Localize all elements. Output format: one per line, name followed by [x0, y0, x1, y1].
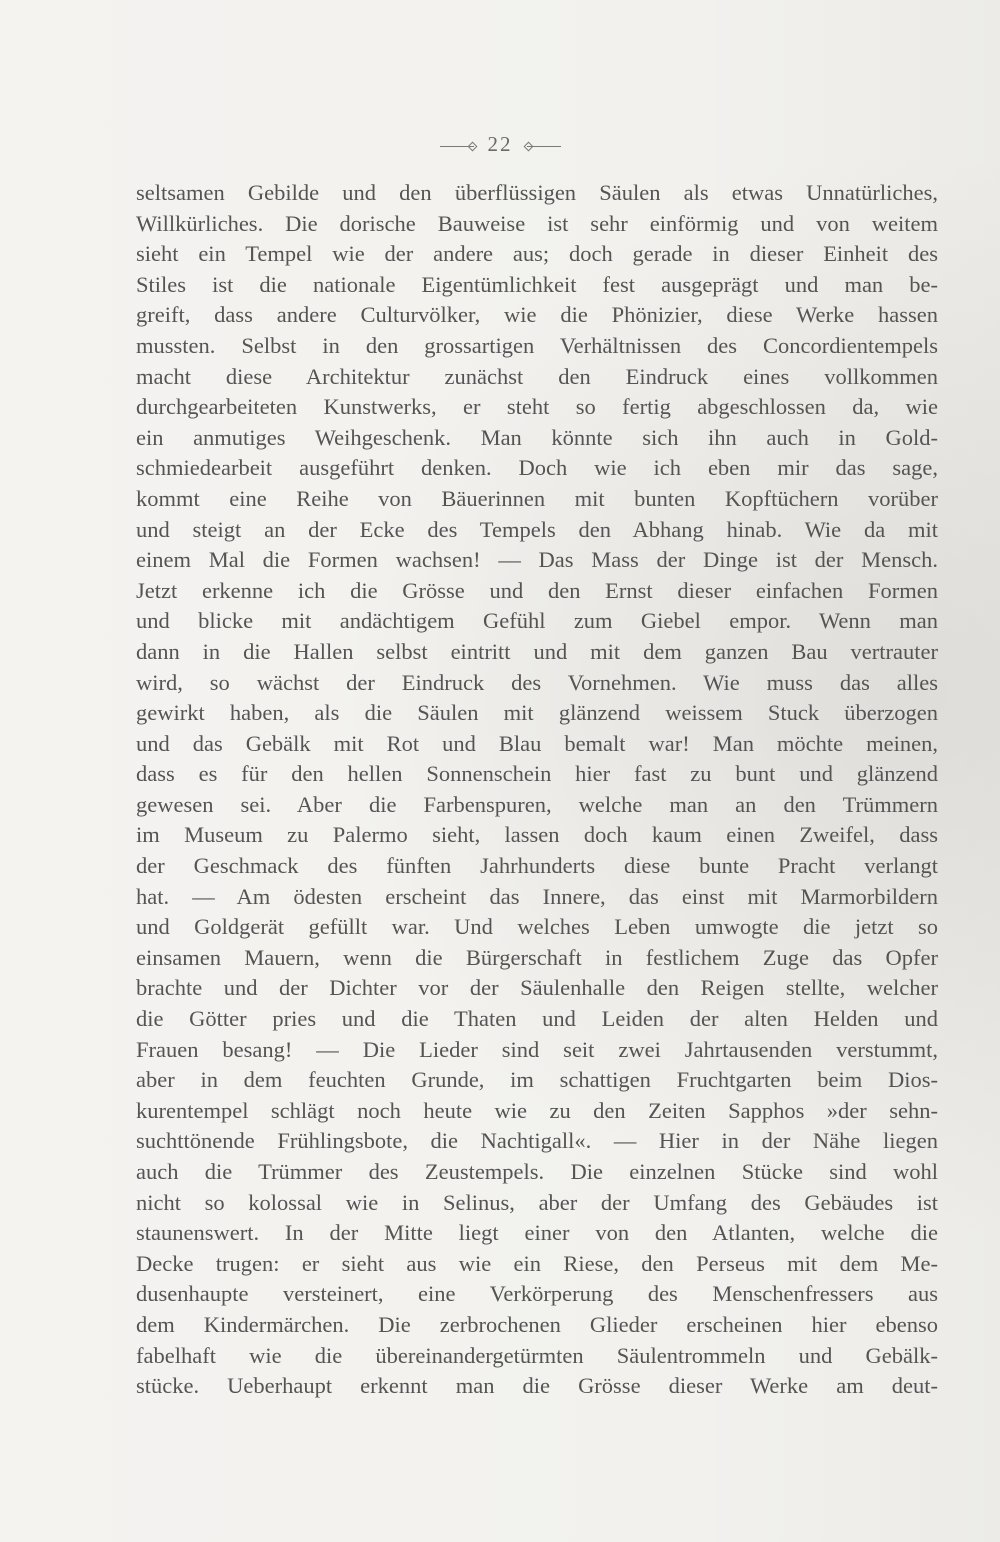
- text-line: und das Gebälk mit Rot und Blau bemalt war! Man möchte meinen,: [136, 730, 938, 756]
- text-line: dusenhaupte versteinert, eine Verkörperung des Menschenfressers aus: [136, 1281, 938, 1307]
- text-line: und steigt an der Ecke des Tempels den Abhang hinab. Wie da mit: [136, 516, 938, 542]
- page-number: 22: [487, 132, 513, 156]
- text-line: Frauen besang! — Die Lieder sind seit zwei Jahrtausenden verstummt,: [136, 1036, 938, 1062]
- text-line: die Götter pries und die Thaten und Leiden der alten Helden und: [136, 1006, 938, 1032]
- page-number-header: [0, 132, 1000, 157]
- text-line: greift, dass andere Culturvölker, wie die Phönizier, diese Werke hassen: [136, 302, 938, 328]
- text-line: auch die Trümmer des Zeustempels. Die einzelnen Stücke sind wohl: [136, 1159, 938, 1184]
- text-line: stücke. Ueberhaupt erkennt man die Grösse dieser Werke am deut-: [136, 1373, 938, 1399]
- text-line: durchgearbeiteten Kunstwerks, er steht so fertig abgeschlossen da, wie: [136, 394, 938, 420]
- text-line: macht diese Architektur zunächst den Eindruck eines vollkommen: [136, 363, 938, 389]
- text-line: gewirkt haben, als die Säulen mit glänzend weissem Stuck überzogen: [136, 700, 938, 726]
- text-line: sieht ein Tempel wie der andere aus; doch gerade in dieser Einheit des: [136, 241, 938, 267]
- text-line: mussten. Selbst in den grossartigen Verhältnissen des Concordientempels: [136, 332, 938, 358]
- text-line: Jetzt erkenne ich die Grösse und den Ernst dieser einfachen Formen: [136, 577, 938, 603]
- text-line: hat. — Am ödesten erscheint das Innere, das einst mit Marmorbildern: [136, 883, 938, 909]
- text-line: und blicke mit andächtigem Gefühl zum Giebel empor. Wenn man: [136, 608, 938, 634]
- text-line: Stiles ist die nationale Eigentümlichkeit fest ausgeprägt und man be-: [136, 271, 938, 297]
- text-line: dass es für den hellen Sonnenschein hier fast zu bunt und glänzend: [136, 761, 938, 787]
- text-line: kommt eine Reihe von Bäuerinnen mit bunten Kopftüchern vorüber: [136, 485, 938, 511]
- text-line: Willkürliches. Die dorische Bauweise ist sehr einförmig und von weitem: [136, 210, 938, 236]
- text-line: der Geschmack des fünften Jahrhunderts diese bunte Pracht verlangt: [136, 853, 938, 879]
- text-line: Decke trugen: er sieht aus wie ein Riese, den Perseus mit dem Me-: [136, 1250, 938, 1276]
- text-line: im Museum zu Palermo sieht, lassen doch kaum einen Zweifel, dass: [136, 822, 938, 848]
- body-text: [136, 178, 938, 1402]
- text-line: fabelhaft wie die übereinandergetürmten Säulentrommeln und Gebälk-: [136, 1342, 938, 1368]
- text-line: dem Kindermärchen. Die zerbrochenen Glieder erscheinen hier ebenso: [136, 1311, 938, 1337]
- text-line: kurentempel schlägt noch heute wie zu den Zeiten Sapphos »der sehn-: [136, 1097, 938, 1123]
- text-line: dann in die Hallen selbst eintritt und mit dem ganzen Bau vertrauter: [136, 638, 938, 664]
- text-line: wird, so wächst der Eindruck des Vornehmen. Wie muss das alles: [136, 669, 938, 695]
- text-line: einsamen Mauern, wenn die Bürgerschaft in festlichem Zuge das Opfer: [136, 944, 938, 970]
- text-line: nicht so kolossal wie in Selinus, aber der Umfang des Gebäudes ist: [136, 1189, 938, 1215]
- text-line: seltsamen Gebilde und den überflüssigen Säulen als etwas Unnatürliches,: [136, 180, 938, 205]
- text-line: ein anmutiges Weihgeschenk. Man könnte sich ihn auch in Gold-: [136, 424, 938, 450]
- text-line: suchttönende Frühlingsbote, die Nachtigall«. — Hier in der Nähe liegen: [136, 1128, 938, 1154]
- text-line: einem Mal die Formen wachsen! — Das Mass der Dinge ist der Mensch.: [136, 547, 938, 573]
- text-line: brachte und der Dichter vor der Säulenhalle den Reigen stellte, welcher: [136, 975, 938, 1001]
- ornament-left-icon: [440, 146, 474, 147]
- text-line: gewesen sei. Aber die Farbenspuren, welche man an den Trümmern: [136, 791, 938, 817]
- ornament-right-icon: [527, 146, 561, 147]
- text-line: schmiedearbeit ausgeführt denken. Doch wie ich eben mir das sage,: [136, 455, 938, 481]
- text-line: und Goldgerät gefüllt war. Und welches Leben umwogte die jetzt so: [136, 914, 938, 940]
- text-line: aber in dem feuchten Grunde, im schattigen Fruchtgarten beim Dios-: [136, 1067, 938, 1093]
- text-line: staunenswert. In der Mitte liegt einer von den Atlanten, welche die: [136, 1220, 938, 1246]
